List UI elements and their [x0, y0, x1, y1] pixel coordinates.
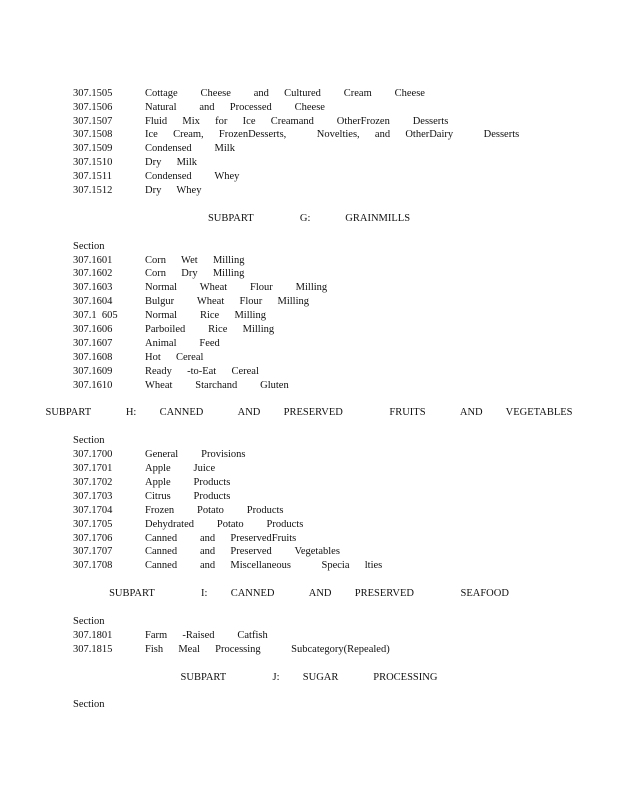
section-title: Canned and PreservedFruits — [145, 533, 297, 544]
list-item — [73, 365, 259, 379]
list-item — [73, 170, 239, 184]
section-label: Section — [73, 435, 105, 446]
subpart-heading: SUBPART J: SUGAR PROCESSING — [180, 672, 438, 683]
list-item — [73, 518, 303, 532]
section-title: Cottage Cheese and Cultured Cream Cheese — [145, 88, 425, 99]
section-number: 307.1708 — [73, 560, 113, 571]
list-item — [73, 337, 220, 351]
list-item — [73, 267, 244, 281]
section-title: Canned and Preserved Vegetables — [145, 546, 340, 557]
subpart-heading: SUBPART I: CANNED AND PRESERVED SEAFOOD — [109, 588, 509, 599]
section-number: 307.1602 — [73, 268, 113, 279]
list-item — [73, 351, 203, 365]
section-number: 307.1705 — [73, 519, 113, 530]
section-number: 307.1603 — [73, 282, 113, 293]
section-number: 307.1609 — [73, 366, 113, 377]
list-item — [73, 629, 268, 643]
list-item — [73, 281, 327, 295]
section-title: Normal Wheat Flour Milling — [145, 282, 328, 293]
section-number: 307.1707 — [73, 546, 113, 557]
list-item — [73, 128, 519, 142]
section-title: Frozen Potato Products — [145, 505, 284, 516]
section-number: 307.1702 — [73, 477, 113, 488]
section-number: 307.1506 — [73, 102, 113, 113]
section-title: Dehydrated Potato Products — [145, 519, 304, 530]
section-title: Fish Meal Processing Subcategory(Repealed) — [145, 644, 390, 655]
section-title: Corn Wet Milling — [145, 255, 245, 266]
section-title: Fluid Mix for Ice Creamand OtherFrozen Desserts — [145, 116, 449, 127]
section-title: Wheat Starchand Gluten — [145, 380, 289, 391]
section-number: 307.1606 — [73, 324, 113, 335]
list-item — [73, 323, 274, 337]
list-item — [73, 504, 284, 518]
section-label: Section — [73, 241, 105, 252]
list-item — [73, 309, 266, 323]
list-item — [73, 184, 201, 198]
section-title: Hot Cereal — [145, 352, 204, 363]
section-title: Parboiled Rice Milling — [145, 324, 275, 335]
section-title: Corn Dry Milling — [145, 268, 245, 279]
section-label: Section — [73, 699, 105, 710]
list-item — [73, 115, 448, 129]
section-number: 307.1508 — [73, 129, 113, 140]
section-number: 307.1815 — [73, 644, 113, 655]
section-title: General Provisions — [145, 449, 246, 460]
list-item — [73, 559, 382, 573]
section-number: 307.1608 — [73, 352, 113, 363]
section-title: Condensed Milk — [145, 143, 235, 154]
section-title: Normal Rice Milling — [145, 310, 266, 321]
section-title: Citrus Products — [145, 491, 231, 502]
section-number: 307.1 605 — [73, 310, 118, 321]
list-item — [73, 156, 197, 170]
section-title: Dry Whey — [145, 185, 202, 196]
section-number: 307.1610 — [73, 380, 113, 391]
section-number: 307.1704 — [73, 505, 113, 516]
subpart-heading: SUBPART H: CANNED AND PRESERVED FRUITS AND VEGETABLES — [45, 407, 573, 418]
section-number: 307.1604 — [73, 296, 113, 307]
section-title: Farm -Raised Catfish — [145, 630, 268, 641]
section-number: 307.1512 — [73, 185, 113, 196]
list-item — [73, 462, 215, 476]
list-item — [73, 101, 325, 115]
section-number: 307.1700 — [73, 449, 113, 460]
section-number: 307.1801 — [73, 630, 113, 641]
section-title: Ready -to-Eat Cereal — [145, 366, 259, 377]
section-number: 307.1706 — [73, 533, 113, 544]
section-title: Apple Juice — [145, 463, 216, 474]
list-item — [73, 142, 235, 156]
section-title: Bulgur Wheat Flour Milling — [145, 296, 310, 307]
section-number: 307.1509 — [73, 143, 113, 154]
section-label: Section — [73, 616, 105, 627]
section-number: 307.1703 — [73, 491, 113, 502]
list-item — [73, 476, 230, 490]
list-item — [73, 448, 245, 462]
section-title: Ice Cream, FrozenDesserts, Novelties, and OtherDairy Desserts — [145, 129, 520, 140]
section-number: 307.1607 — [73, 338, 113, 349]
section-number: 307.1601 — [73, 255, 113, 266]
list-item — [73, 643, 390, 657]
list-item — [73, 379, 289, 393]
section-title: Apple Products — [145, 477, 231, 488]
list-item — [73, 545, 340, 559]
section-number: 307.1505 — [73, 88, 113, 99]
section-number: 307.1701 — [73, 463, 113, 474]
section-title: Canned and Miscellaneous Specia lties — [145, 560, 383, 571]
section-number: 307.1507 — [73, 116, 113, 127]
list-item — [73, 532, 296, 546]
section-title: Animal Feed — [145, 338, 220, 349]
section-title: Condensed Whey — [145, 171, 240, 182]
list-item — [73, 295, 309, 309]
section-number: 307.1511 — [73, 171, 112, 182]
section-number: 307.1510 — [73, 157, 113, 168]
subpart-heading: SUBPART G: GRAINMILLS — [207, 213, 411, 224]
list-item — [73, 87, 425, 101]
section-title: Dry Milk — [145, 157, 197, 168]
list-item — [73, 254, 244, 268]
section-title: Natural and Processed Cheese — [145, 102, 325, 113]
list-item — [73, 490, 230, 504]
